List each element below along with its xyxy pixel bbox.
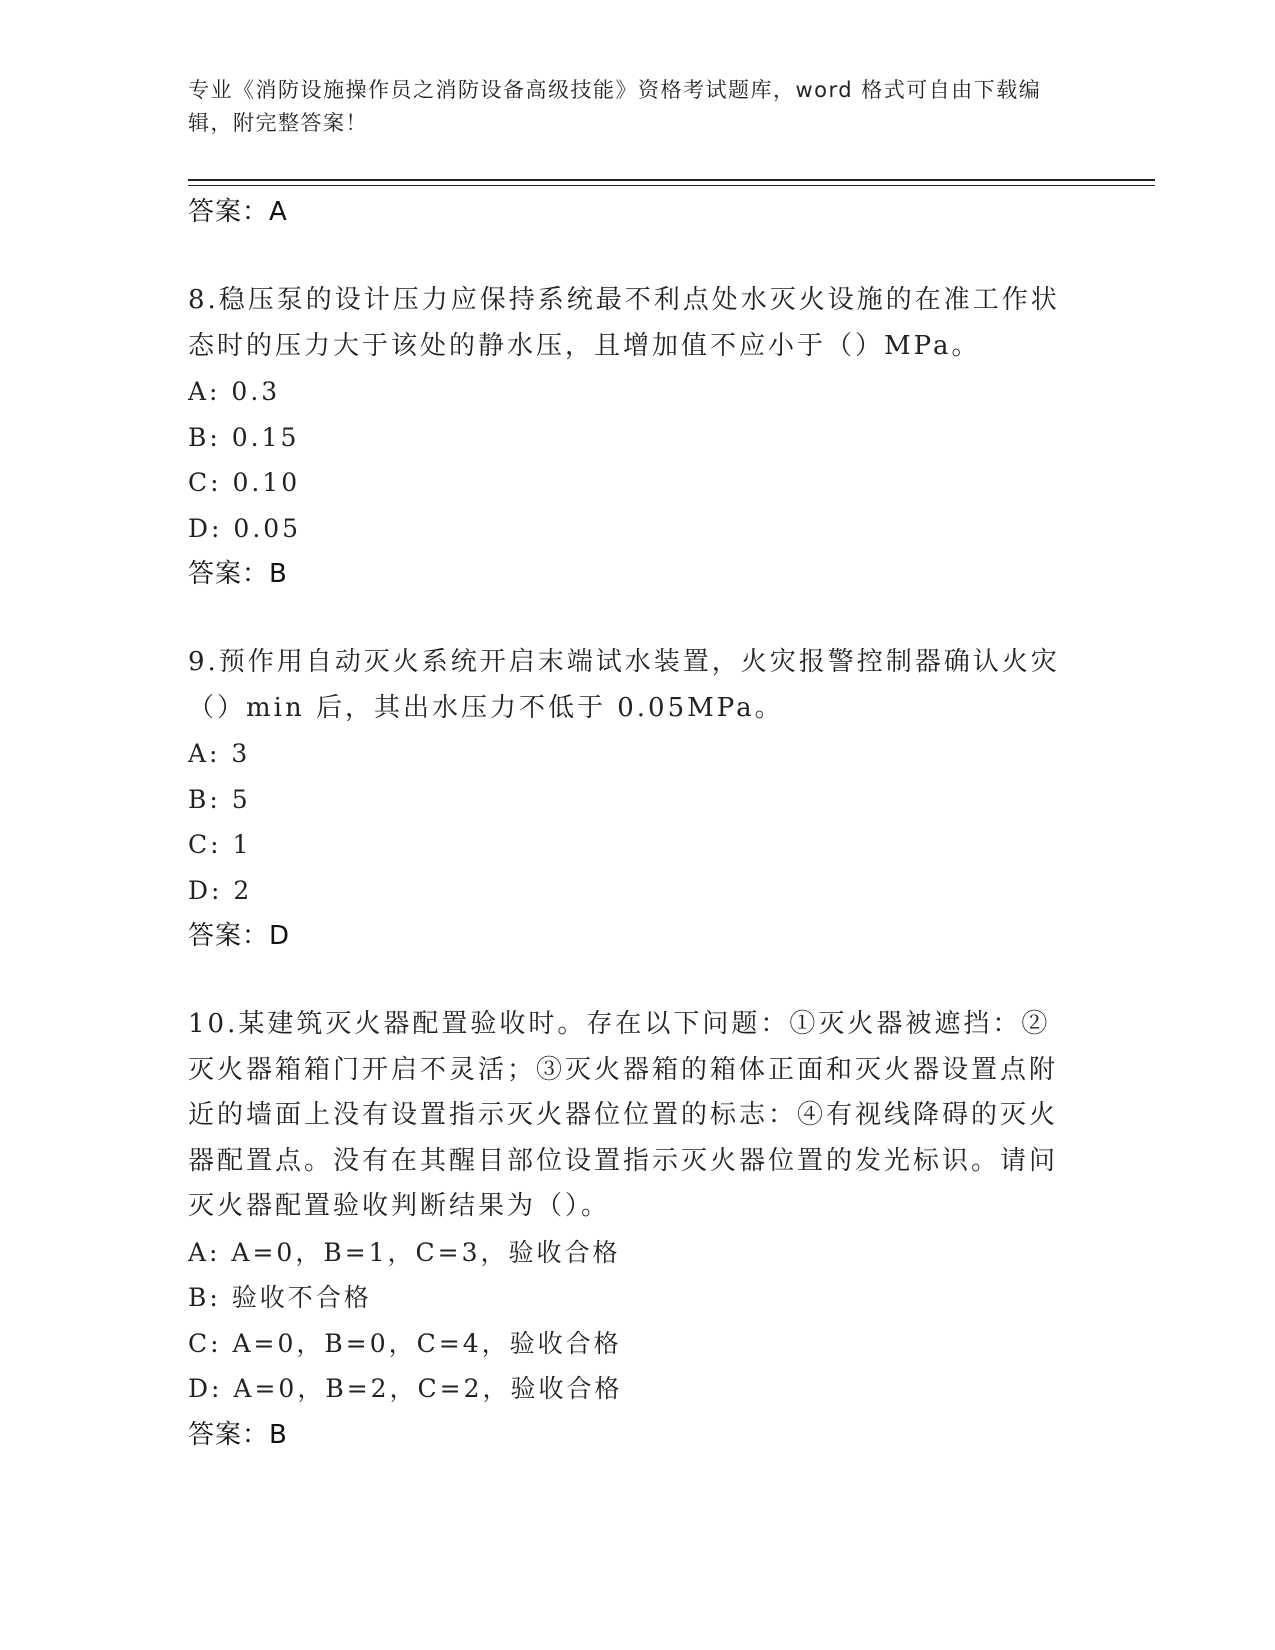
answer-line: 答案：B <box>188 1419 288 1450</box>
question-text: 8.稳压泵的设计压力应保持系统最不利点处水灭火设施的在准工作状态时的压力大于该处的静水压，且增加值不应小于（）MPa。 <box>188 285 1060 361</box>
option-b: B: 5 <box>188 784 251 814</box>
answer-line: 答案：B <box>188 559 288 589</box>
option-d: D: A=0，B=2，C=2，验收合格 <box>188 1374 623 1403</box>
option-b: B: 0.15 <box>188 422 300 452</box>
question-block <box>188 278 1078 597</box>
option-c: C: A=0，B=0，C=4，验收合格 <box>188 1328 622 1358</box>
option-c: C: 1 <box>188 830 252 859</box>
question-block <box>188 1002 1078 1458</box>
option-a: A: 0.3 <box>188 377 281 406</box>
option-c: C: 0.10 <box>188 468 301 497</box>
answer-line: 答案：D <box>188 921 291 951</box>
answer-line: 答案：A <box>188 197 288 227</box>
question-text: 10.某建筑灭火器配置验收时。存在以下问题：①灭火器被遮挡：②灭火器箱箱门开启不灵活；③灭火器箱的箱体正面和灭火器设置点附近的墙面上没有设置指示灭火器位位置的标志：④有视线降碍的灭火器配置点。没有在其醒目部位设置指示灭火器位置的发光标识。请问灭火器配置验收判断结果为（）。 <box>188 1009 1059 1221</box>
spacer <box>188 597 1078 640</box>
spacer <box>188 235 1078 278</box>
option-b: B: 验收不合格 <box>188 1283 372 1312</box>
header-divider-thick <box>188 179 1155 181</box>
header-divider-thin <box>188 185 1155 186</box>
question-list <box>188 189 1078 1458</box>
question-text: 9.预作用自动灭火系统开启末端试水装置，火灾报警控制器确认火灾（）min 后，其出水压力不低于 0.05MPa。 <box>188 647 1060 723</box>
document-header: 专业《消防设施操作员之消防设备高级技能》资格考试题库，word 格式可自由下载编辑，附完整答案！ <box>188 78 1042 135</box>
question-block <box>188 640 1078 959</box>
option-a: A: 3 <box>188 739 251 768</box>
option-d: D: 0.05 <box>188 513 302 543</box>
spacer <box>188 959 1078 1002</box>
option-d: D: 2 <box>188 875 253 905</box>
option-a: A: A=0，B=1，C=3，验收合格 <box>188 1237 621 1267</box>
